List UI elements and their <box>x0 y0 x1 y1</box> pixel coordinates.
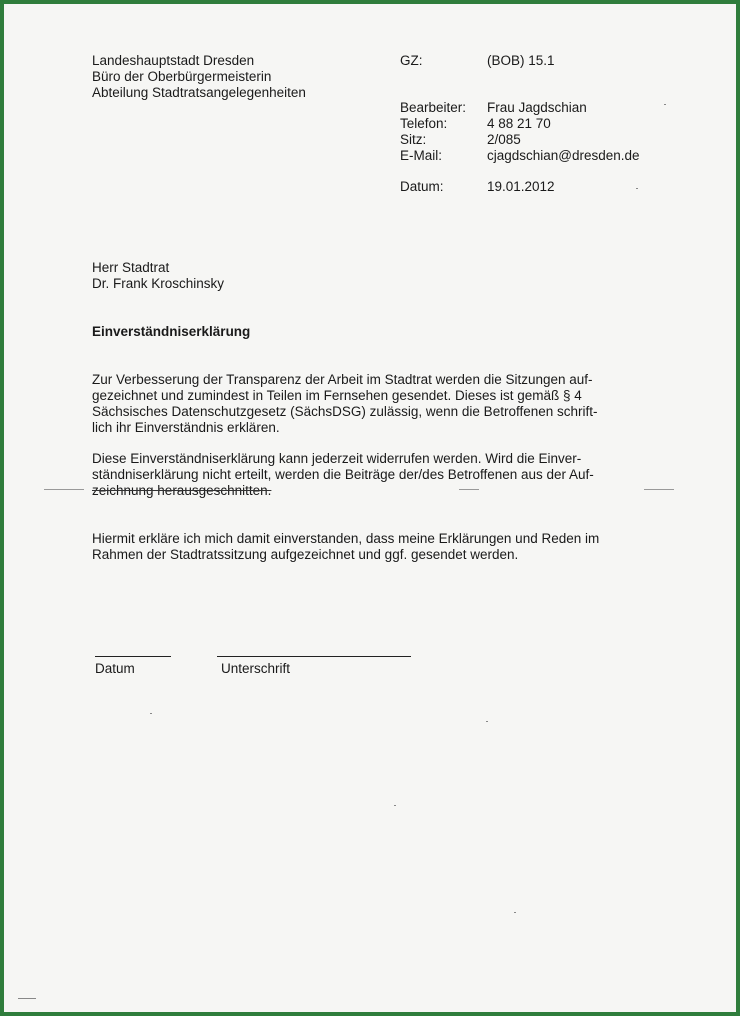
scan-artifact <box>486 721 488 722</box>
telefon-value: 4 88 21 70 <box>487 116 551 131</box>
letter-page <box>4 4 736 1012</box>
signature-line <box>217 656 411 657</box>
scan-artifact <box>394 805 396 806</box>
scan-artifact <box>514 912 516 913</box>
paragraph-declaration <box>92 531 632 563</box>
paragraph-line: Hiermit erkläre ich mich damit einverstanden, dass meine Erklärungen und Reden im <box>92 531 600 546</box>
gz-value: (BOB) 15.1 <box>487 53 555 68</box>
paragraph-line: ständniserklärung nicht erteilt, werden die Beiträge der/des Betroffenen aus der Auf- <box>92 467 594 482</box>
sender-block <box>92 53 306 101</box>
scan-artifact <box>459 489 479 490</box>
paragraph-consent-purpose <box>92 372 632 436</box>
scan-artifact <box>644 489 674 490</box>
sitz-value: 2/085 <box>487 132 521 147</box>
scan-artifact <box>636 188 638 189</box>
recipient-line: Herr Stadtrat <box>92 260 170 275</box>
paragraph-line: Sächsisches Datenschutzgesetz (SächsDSG) zulässig, wenn die Betroffenen schrift- <box>92 404 598 419</box>
datum-value: 19.01.2012 <box>487 179 555 194</box>
paragraph-line: zeichnung herausgeschnitten. <box>92 483 272 498</box>
paragraph-line: Rahmen der Stadtratssitzung aufgezeichnet und ggf. gesendet werden. <box>92 547 519 562</box>
paragraph-line: Zur Verbesserung der Transparenz der Arbeit im Stadtrat werden die Sitzungen auf- <box>92 372 593 387</box>
sender-line: Landeshauptstadt Dresden <box>92 53 255 68</box>
sender-line: Büro der Oberbürgermeisterin <box>92 69 272 84</box>
signature-field-label: Unterschrift <box>221 661 291 676</box>
sitz-label: Sitz: <box>400 132 427 147</box>
scan-artifact <box>44 489 84 490</box>
recipient-line: Dr. Frank Kroschinsky <box>92 276 225 291</box>
gz-label: GZ: <box>400 53 423 68</box>
date-field-label: Datum <box>95 661 135 676</box>
document-heading: Einverständniserklärung <box>92 324 251 339</box>
scan-artifact <box>18 998 36 999</box>
datum-label: Datum: <box>400 179 444 194</box>
paragraph-revocation <box>92 451 632 499</box>
scan-artifact <box>664 104 666 105</box>
paragraph-line: gezeichnet und zumindest in Teilen im Fernsehen gesendet. Dieses ist gemäß § 4 <box>92 388 582 403</box>
sender-line: Abteilung Stadtratsangelegenheiten <box>92 85 306 100</box>
telefon-label: Telefon: <box>400 116 448 131</box>
paragraph-line: lich ihr Einverständnis erklären. <box>92 420 280 435</box>
bearbeiter-value: Frau Jagdschian <box>487 100 587 115</box>
email-label: E-Mail: <box>400 148 443 163</box>
recipient-block <box>92 260 224 292</box>
date-signature-line <box>95 656 171 657</box>
paragraph-line: Diese Einverständniserklärung kann jederzeit widerrufen werden. Wird die Einver- <box>92 451 582 466</box>
scan-artifact <box>150 713 152 714</box>
bearbeiter-label: Bearbeiter: <box>400 100 467 115</box>
email-value: cjagdschian@dresden.de <box>487 148 640 163</box>
